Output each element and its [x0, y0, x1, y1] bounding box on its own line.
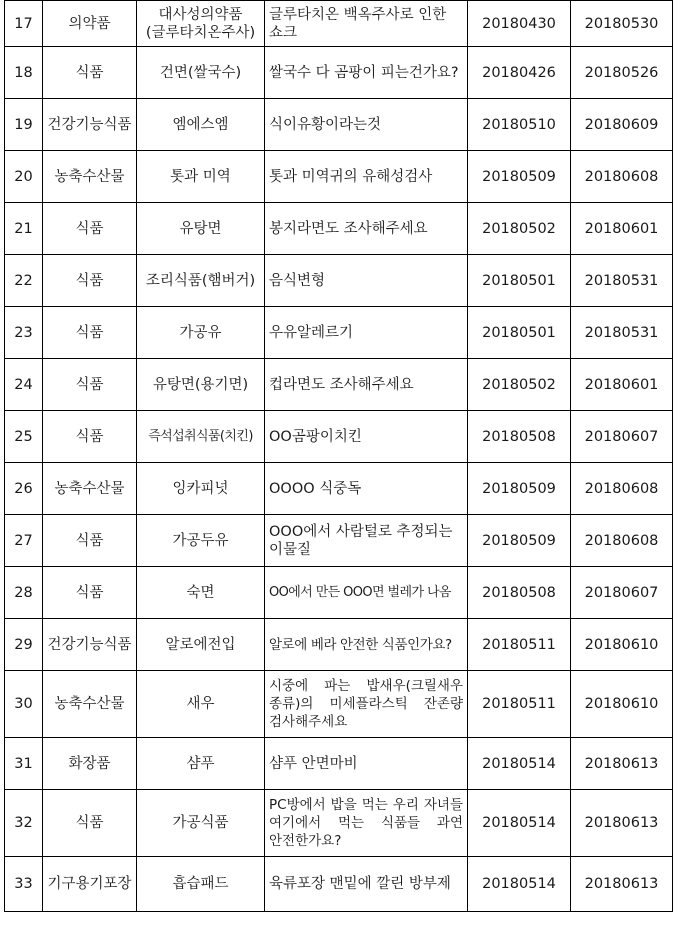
row-end-date: 20180531: [571, 255, 673, 307]
row-item: 조리식품(햄버거): [137, 255, 265, 307]
row-item: 샴푸: [137, 738, 265, 790]
table-row: [5, 307, 673, 359]
row-number: 27: [5, 515, 43, 567]
row-end-date: 20180607: [571, 567, 673, 619]
row-start-date: 20180514: [468, 738, 571, 790]
table-row: [5, 790, 673, 857]
row-category: 식품: [43, 255, 137, 307]
table-row: [5, 99, 673, 151]
row-item: 가공유: [137, 307, 265, 359]
row-item: 가공식품: [137, 790, 265, 857]
row-title: OO곰팡이치킨: [265, 411, 468, 463]
row-end-date: 20180608: [571, 151, 673, 203]
table-row: [5, 1, 673, 47]
row-start-date: 20180508: [468, 567, 571, 619]
row-start-date: 20180511: [468, 671, 571, 738]
row-title: 우유알레르기: [265, 307, 468, 359]
row-number: 24: [5, 359, 43, 411]
table-row: [5, 515, 673, 567]
row-title: 시중에 파는 밥새우(크릴새우 종류)의 미세플라스틱 잔존량 검사해주세요: [265, 671, 468, 738]
row-number: 28: [5, 567, 43, 619]
row-start-date: 20180514: [468, 857, 571, 912]
row-category: 건강기능식품: [43, 99, 137, 151]
row-title: 톳과 미역귀의 유해성검사: [265, 151, 468, 203]
row-title: OOO에서 사람털로 추정되는 이물질: [265, 515, 468, 567]
row-start-date: 20180501: [468, 307, 571, 359]
row-number: 22: [5, 255, 43, 307]
row-category: 식품: [43, 411, 137, 463]
row-title: 육류포장 맨밑에 깔린 방부제: [265, 857, 468, 912]
row-item: 엠에스엠: [137, 99, 265, 151]
row-title: OO에서 만든 OOO면 벌레가 나옴: [265, 567, 468, 619]
row-number: 33: [5, 857, 43, 912]
table-row: [5, 567, 673, 619]
table-row: [5, 463, 673, 515]
table-row: [5, 857, 673, 912]
table-row: [5, 255, 673, 307]
row-category: 건강기능식품: [43, 619, 137, 671]
row-category: 식품: [43, 47, 137, 99]
row-start-date: 20180509: [468, 515, 571, 567]
row-start-date: 20180514: [468, 790, 571, 857]
row-title: 쌀국수 다 곰팡이 피는건가요?: [265, 47, 468, 99]
row-end-date: 20180613: [571, 857, 673, 912]
row-title: 식이유황이라는것: [265, 99, 468, 151]
row-item: 유탕면: [137, 203, 265, 255]
row-number: 31: [5, 738, 43, 790]
table-row: [5, 671, 673, 738]
row-title: 글루타치온 백옥주사로 인한 쇼크: [265, 1, 468, 47]
table-row: [5, 411, 673, 463]
row-start-date: 20180511: [468, 619, 571, 671]
row-start-date: 20180509: [468, 463, 571, 515]
row-title: OOOO 식중독: [265, 463, 468, 515]
row-category: 식품: [43, 359, 137, 411]
row-item: 즉석섭취식품(치킨): [137, 411, 265, 463]
row-title: PC방에서 밥을 먹는 우리 자녀들 여기에서 먹는 식품들 과연 안전한가요?: [265, 790, 468, 857]
row-start-date: 20180510: [468, 99, 571, 151]
row-end-date: 20180613: [571, 790, 673, 857]
row-title: 음식변형: [265, 255, 468, 307]
row-start-date: 20180502: [468, 203, 571, 255]
row-number: 23: [5, 307, 43, 359]
row-item: 잉카피넛: [137, 463, 265, 515]
row-category: 기구용기포장: [43, 857, 137, 912]
row-end-date: 20180531: [571, 307, 673, 359]
row-item: 유탕면(용기면): [137, 359, 265, 411]
table-row: [5, 203, 673, 255]
row-item: 새우: [137, 671, 265, 738]
table-row: [5, 738, 673, 790]
row-end-date: 20180530: [571, 1, 673, 47]
row-category: 식품: [43, 790, 137, 857]
row-item: 숙면: [137, 567, 265, 619]
row-title: 알로에 베라 안전한 식품인가요?: [265, 619, 468, 671]
row-category: 의약품: [43, 1, 137, 47]
row-item: 톳과 미역: [137, 151, 265, 203]
row-end-date: 20180610: [571, 671, 673, 738]
row-number: 17: [5, 1, 43, 47]
row-title: 봉지라면도 조사해주세요: [265, 203, 468, 255]
row-category: 식품: [43, 515, 137, 567]
table-row: [5, 619, 673, 671]
row-end-date: 20180526: [571, 47, 673, 99]
row-number: 20: [5, 151, 43, 203]
row-number: 25: [5, 411, 43, 463]
table-body: [5, 1, 673, 912]
row-title: 샴푸 안면마비: [265, 738, 468, 790]
row-number: 26: [5, 463, 43, 515]
row-item: 흡습패드: [137, 857, 265, 912]
row-item: 가공두유: [137, 515, 265, 567]
row-end-date: 20180608: [571, 463, 673, 515]
row-number: 21: [5, 203, 43, 255]
row-number: 30: [5, 671, 43, 738]
row-start-date: 20180501: [468, 255, 571, 307]
row-end-date: 20180610: [571, 619, 673, 671]
row-end-date: 20180608: [571, 515, 673, 567]
row-category: 농축수산물: [43, 671, 137, 738]
row-start-date: 20180502: [468, 359, 571, 411]
row-category: 식품: [43, 567, 137, 619]
table-row: [5, 47, 673, 99]
table-row: [5, 359, 673, 411]
row-number: 32: [5, 790, 43, 857]
row-start-date: 20180509: [468, 151, 571, 203]
row-category: 식품: [43, 203, 137, 255]
row-number: 19: [5, 99, 43, 151]
row-end-date: 20180601: [571, 203, 673, 255]
row-category: 화장품: [43, 738, 137, 790]
row-end-date: 20180607: [571, 411, 673, 463]
row-item: 건면(쌀국수): [137, 47, 265, 99]
row-end-date: 20180609: [571, 99, 673, 151]
row-number: 29: [5, 619, 43, 671]
petition-table: [4, 0, 673, 912]
row-title: 컵라면도 조사해주세요: [265, 359, 468, 411]
row-start-date: 20180508: [468, 411, 571, 463]
row-end-date: 20180613: [571, 738, 673, 790]
row-category: 식품: [43, 307, 137, 359]
row-start-date: 20180430: [468, 1, 571, 47]
row-item: 알로에전입: [137, 619, 265, 671]
row-category: 농축수산물: [43, 463, 137, 515]
row-end-date: 20180601: [571, 359, 673, 411]
table-row: [5, 151, 673, 203]
row-start-date: 20180426: [468, 47, 571, 99]
row-category: 농축수산물: [43, 151, 137, 203]
row-item: 대사성의약품 (글루타치온주사): [137, 1, 265, 47]
row-number: 18: [5, 47, 43, 99]
